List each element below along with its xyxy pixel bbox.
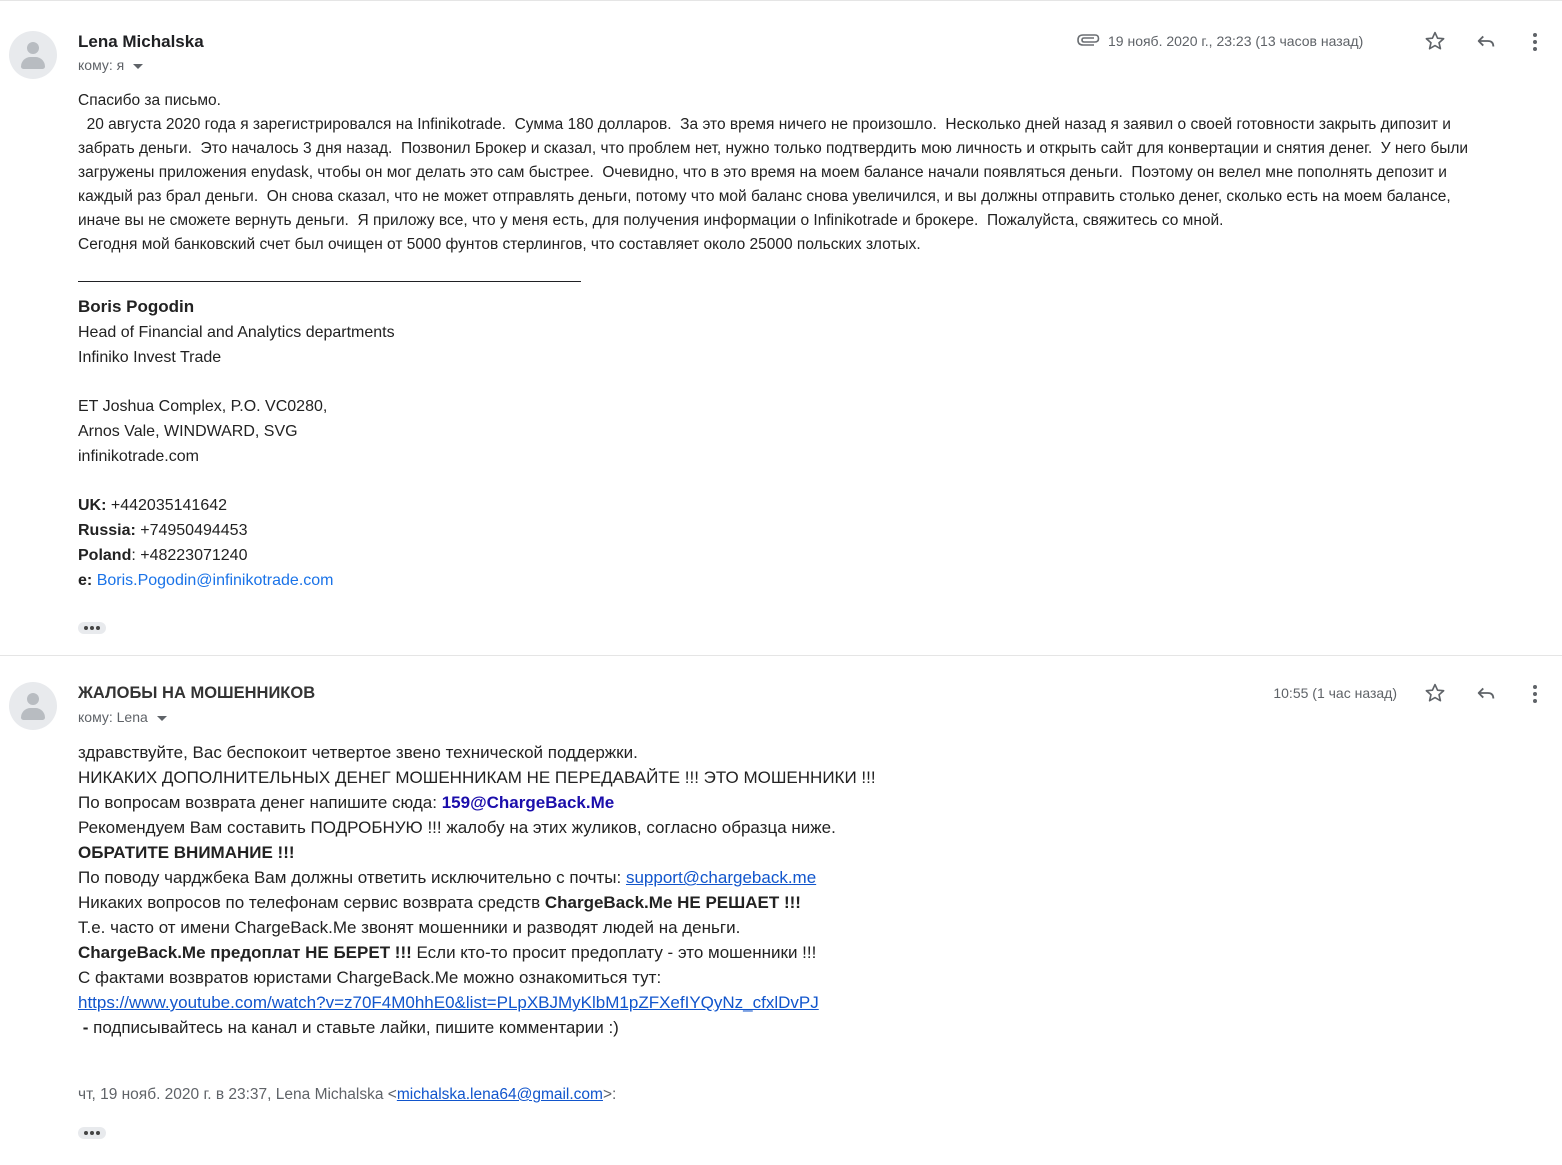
quote-email-link[interactable]: michalska.lena64@gmail.com [396,1086,603,1103]
sender-name[interactable]: Lena Michalska [78,32,204,51]
star-icon[interactable] [1424,30,1446,52]
body-line: НИКАКИХ ДОПОЛНИТЕЛЬНЫХ ДЕНЕГ МОШЕННИКАМ НЕ ПЕРЕДАВАЙТЕ !!! ЭТО МОШЕННИКИ !!! [78,768,876,787]
body-bold-text: ChargeBack.Me НЕ РЕШАЕТ !!! [544,893,801,912]
support-email-link[interactable]: support@chargeback.me [625,868,817,887]
avatar[interactable] [9,682,57,730]
phone-poland-number: : +48223071240 [131,547,248,564]
body-line: забрать деньги. Это началось 3 дня назад. Позвонил Брокер и сказал, что проблем нет, нужно только подтвердить мою личность и открыть сайт для конвертации и снятия денег. У него были [78,140,1469,157]
phone-russia-number: +74950494453 [135,522,248,539]
show-trimmed-content-button[interactable] [78,1127,106,1139]
recipients-label: кому: Lena [78,709,148,725]
body-line [78,890,876,915]
body-line: здравствуйте, Вас беспокоит четвертое звено технической поддержки. [78,743,638,762]
star-icon[interactable] [1424,682,1446,704]
signature-divider [78,281,581,282]
body-line: Спасибо за письмо. [78,92,221,109]
body-line [78,865,876,890]
signature-title: Head of Financial and Analytics departments [78,324,395,341]
message-2 [0,655,1562,1165]
message-body [78,740,876,1040]
phone-poland-label: Poland [78,547,132,564]
body-line [78,990,876,1015]
attachment-icon [1076,33,1100,47]
body-line: загружены приложения enydask, чтобы он мог делать это сам быстрее. Очевидно, что в это время на моем балансе начали появляться деньги. Поэтому он велел мне пополнять депозит и [78,164,1447,181]
chevron-down-icon[interactable] [133,64,143,69]
sender-name[interactable]: ЖАЛОБЫ НА МОШЕННИКОВ [78,684,316,702]
recipients-toggle[interactable] [78,57,143,73]
signature-address-2: Arnos Vale, WINDWARD, SVG [78,423,298,440]
body-dash: - [78,1018,94,1037]
phone-uk-number: +442035141642 [106,497,228,514]
message-date: 10:55 (1 час назад) [1273,685,1397,701]
phone-uk [78,493,227,518]
avatar[interactable] [9,31,57,79]
body-line: каждый раз брал деньги. Он снова сказал, что не может отправлять деньги, потому что мой баланс снова увеличился, и вы должны отправить столько денег, сколько есть на моем балансе, [78,188,1451,205]
body-line: иначе вы не сможете вернуть деньги. Я приложу все, что у меня есть, для получения информации о Infinikotrade и брокере. Пожалуйста, свяжитесь со мной. [78,212,1224,229]
signature-website: infinikotrade.com [78,448,199,465]
body-text: Если кто-то просит предоплату - это мошенники !!! [411,943,817,962]
quote-prefix: чт, 19 нояб. 2020 г. в 23:37, Lena Michalska < [78,1086,397,1103]
body-line: Рекомендуем Вам составить ПОДРОБНУЮ !!! жалобу на этих жуликов, согласно образца ниже. [78,818,836,837]
message-date: 19 нояб. 2020 г., 23:23 (13 часов назад) [1108,33,1364,49]
email-link[interactable]: Boris.Pogodin@infinikotrade.com [96,572,334,589]
body-line [78,940,876,965]
more-options-icon[interactable] [1531,683,1539,705]
reply-icon[interactable] [1474,30,1498,52]
body-text: По поводу чарджбека Вам должны ответить исключительно с почты: [78,868,626,887]
show-trimmed-content-button[interactable] [78,622,106,634]
signature-name: Boris Pogodin [78,297,195,316]
email-label: e: [78,572,93,589]
body-line [78,1015,876,1040]
body-text: подписывайтесь на канал и ставьте лайки, пишите комментарии :) [93,1018,619,1037]
signature-address-1: ET Joshua Complex, P.O. VC0280, [78,398,328,415]
body-line [78,790,876,815]
body-line: С фактами возвратов юристами ChargeBack.Me можно ознакомиться тут: [78,968,662,987]
phone-russia-label: Russia: [78,522,136,539]
signature-email [78,568,334,593]
body-line: Т.е. часто от имени ChargeBack.Me звонят мошенники и разводят людей на деньги. [78,918,741,937]
more-options-icon[interactable] [1531,31,1539,53]
message-body [78,89,1548,257]
phone-russia [78,518,247,543]
quoted-header [78,1086,616,1104]
reply-icon[interactable] [1474,682,1498,704]
phone-uk-label: UK: [78,497,107,514]
quote-suffix: >: [602,1086,617,1103]
body-text: Никаких вопросов по телефонам сервис возврата средств [78,893,545,912]
body-line: 20 августа 2020 года я зарегистрировался на Infinikotrade. Сумма 180 долларов. За это время ничего не произошло. Несколько дней назад я заявил о своей готовности закрыть дипозит и [78,116,1451,133]
signature-company: Infiniko Invest Trade [78,349,222,366]
chargeback-email-link[interactable]: 159@ChargeBack.Me [441,793,615,812]
recipients-label: кому: я [78,57,125,73]
body-line: ОБРАТИТЕ ВНИМАНИЕ !!! [78,843,295,862]
body-text: По вопросам возврата денег напишите сюда: [78,793,442,812]
body-line: Сегодня мой банковский счет был очищен от 5000 фунтов стерлингов, что составляет около 25000 польских злотых. [78,236,921,253]
recipients-toggle[interactable] [78,709,167,725]
youtube-link[interactable]: https://www.youtube.com/watch?v=z70F4M0hhE0&list=PLpXBJMyKlbM1pZFXefIYQyNz_cfxlDvPJ [78,993,819,1012]
body-bold-text: ChargeBack.Me предоплат НЕ БЕРЕТ !!! [78,943,412,962]
phone-poland [78,543,247,568]
chevron-down-icon[interactable] [157,716,167,721]
